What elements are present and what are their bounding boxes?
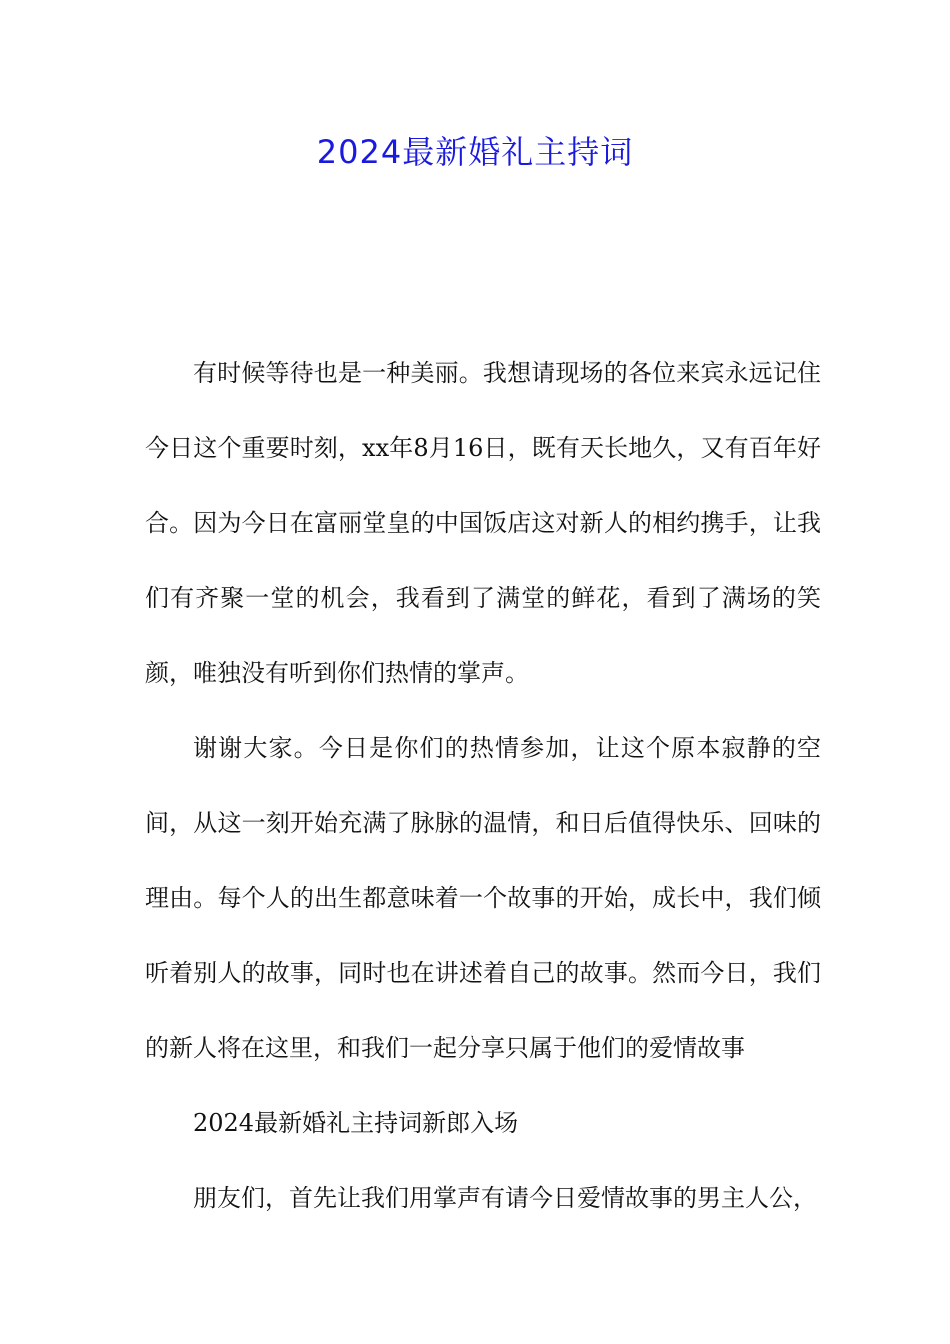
paragraph-groom-intro: 朋友们，首先让我们用掌声有请今日爱情故事的男主人公，: [193, 1184, 817, 1212]
document-title: 2024最新婚礼主持词: [316, 133, 634, 171]
paragraph-thanks: 谢谢大家。今日是你们的热情参加，让这个原本寂静的空间，从这一刻开始充满了脉脉的温情，和日后值得快乐、回味的理由。每个人的出生都意味着一个故事的开始，成长中，我们倾听着别人的故事，同时也在讲述着自己的故事。然而今日，我们的新人将在这里，和我们一起分享只属于他们的爱情故事: [145, 734, 821, 1062]
section-heading-groom-entrance: 2024最新婚礼主持词新郎入场: [193, 1109, 519, 1137]
document-body: [145, 336, 821, 1236]
paragraph-intro: 有时候等待也是一种美丽。我想请现场的各位来宾永远记住今日这个重要时刻，xx年8月16日，既有天长地久，又有百年好合。因为今日在富丽堂皇的中国饭店这对新人的相约携手，让我们有齐聚一堂的机会，我看到了满堂的鲜花，看到了满场的笑颜，唯独没有听到你们热情的掌声。: [145, 359, 821, 687]
